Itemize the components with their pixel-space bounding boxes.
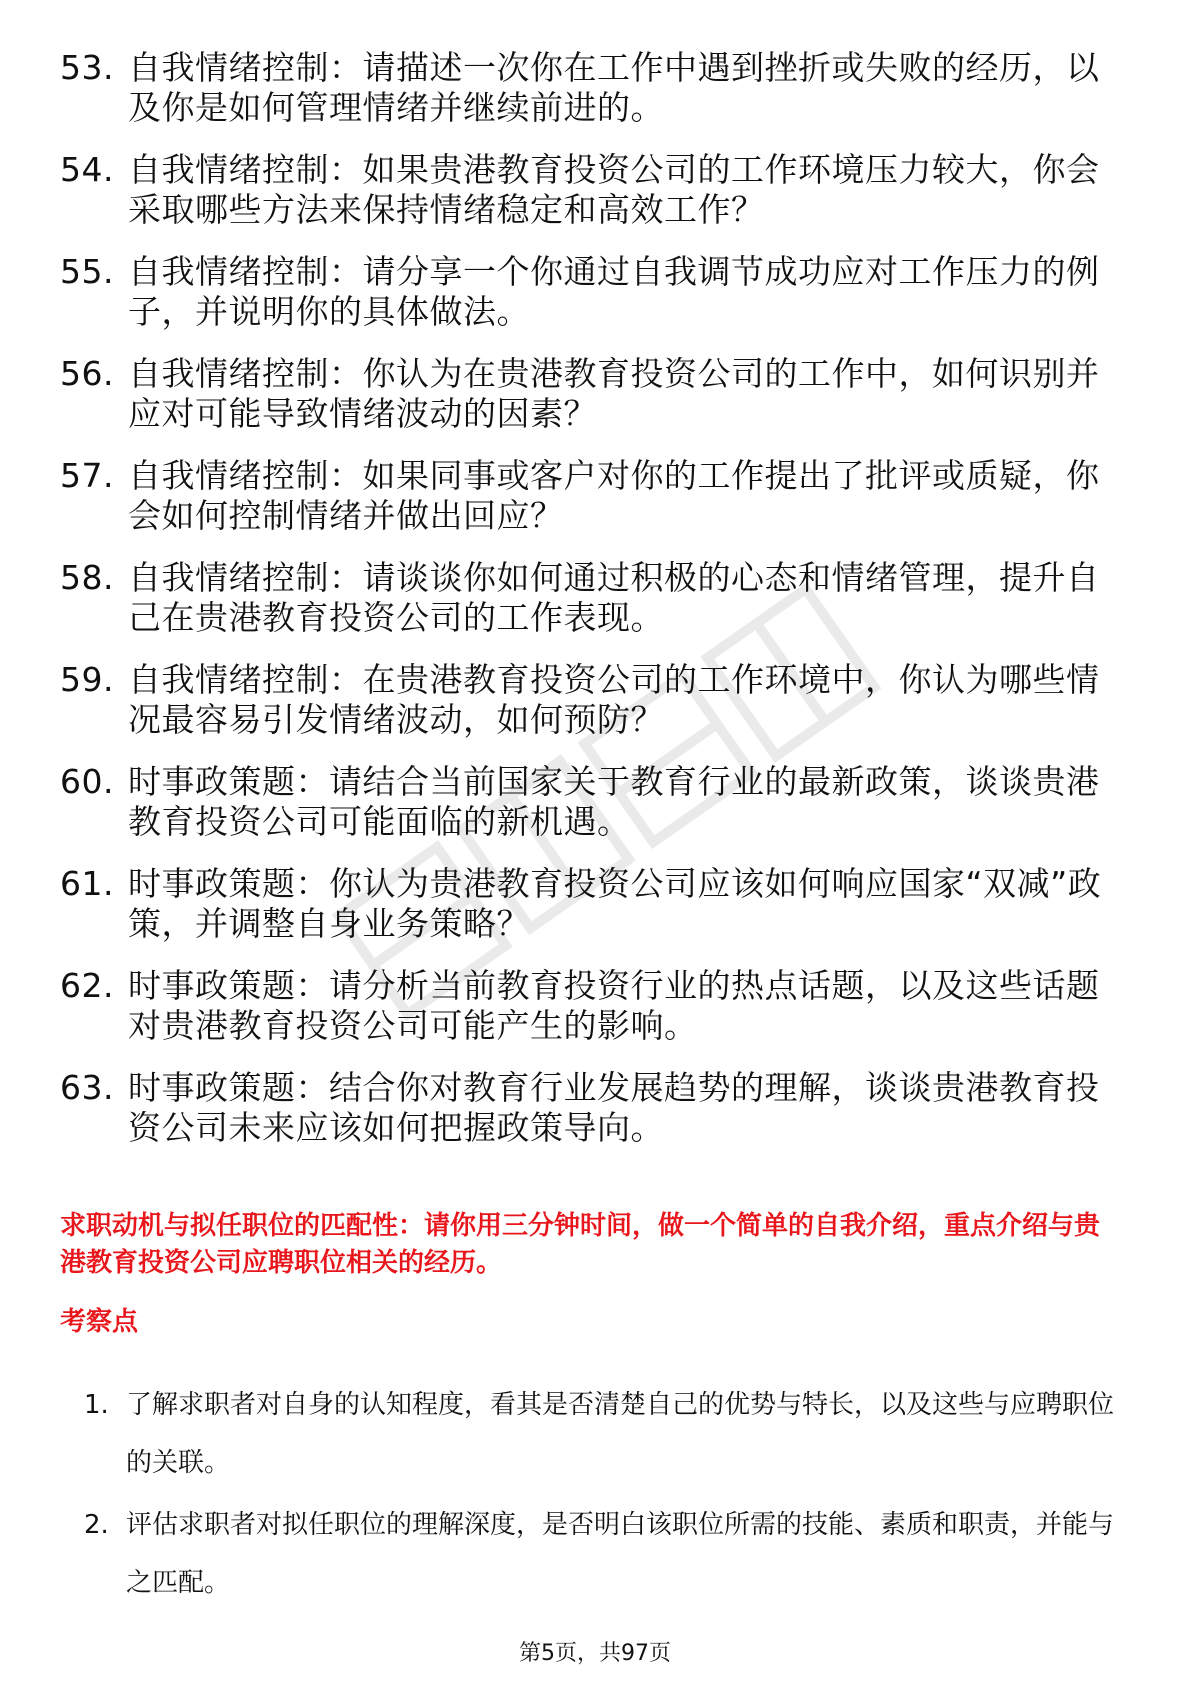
page-footer: 第5页，共97页 [519, 1641, 671, 1666]
question-text: 时事政策题：结合你对教育行业发展趋势的理解，谈谈贵港教育投资公司未来应该如何把握政策导向。 [128, 1068, 1100, 1147]
question-number: 59. [60, 660, 114, 699]
question-number: 57. [60, 456, 114, 495]
question-number: 60. [60, 762, 114, 801]
question-item [60, 252, 1110, 332]
assessment-point [84, 1496, 1114, 1612]
question-item [60, 456, 1110, 536]
question-text: 自我情绪控制：如果贵港教育投资公司的工作环境压力较大，你会采取哪些方法来保持情绪稳定和高效工作？ [128, 150, 1100, 229]
question-text: 自我情绪控制：请谈谈你如何通过积极的心态和情绪管理，提升自己在贵港教育投资公司的工作表现。 [128, 558, 1100, 637]
assessment-points-heading: 考察点 [60, 1307, 139, 1337]
question-item [60, 864, 1110, 944]
question-number: 55. [60, 252, 114, 291]
question-item [60, 48, 1110, 128]
interview-prompt: 求职动机与拟任职位的匹配性：请你用三分钟时间，做一个简单的自我介绍，重点介绍与贵港教育投资公司应聘职位相关的经历。 [60, 1211, 1101, 1278]
question-number: 53. [60, 48, 114, 87]
question-item [60, 762, 1110, 842]
question-text: 时事政策题：请结合当前国家关于教育行业的最新政策，谈谈贵港教育投资公司可能面临的新机遇。 [128, 762, 1100, 841]
question-text: 自我情绪控制：在贵港教育投资公司的工作环境中，你认为哪些情况最容易引发情绪波动，如何预防？ [128, 660, 1100, 739]
question-text: 时事政策题：请分析当前教育投资行业的热点话题，以及这些话题对贵港教育投资公司可能产生的影响。 [128, 966, 1100, 1045]
question-text: 自我情绪控制：请描述一次你在工作中遇到挫折或失败的经历，以及你是如何管理情绪并继续前进的。 [128, 48, 1100, 127]
question-item [60, 150, 1110, 230]
question-number: 58. [60, 558, 114, 597]
question-item [60, 1068, 1110, 1148]
question-number: 61. [60, 864, 114, 903]
point-number: 1. [84, 1390, 109, 1420]
question-item [60, 966, 1110, 1046]
assessment-points-list [84, 1376, 1114, 1616]
question-text: 自我情绪控制：如果同事或客户对你的工作提出了批评或质疑，你会如何控制情绪并做出回应？ [128, 456, 1100, 535]
point-number: 2. [84, 1510, 109, 1540]
question-item [60, 354, 1110, 434]
point-text: 了解求职者对自身的认知程度，看其是否清楚自己的优势与特长，以及这些与应聘职位的关联。 [126, 1390, 1115, 1478]
question-list [60, 48, 1110, 1170]
question-number: 56. [60, 354, 114, 393]
question-item [60, 558, 1110, 638]
assessment-point [84, 1376, 1114, 1492]
question-text: 自我情绪控制：请分享一个你通过自我调节成功应对工作压力的例子，并说明你的具体做法。 [128, 252, 1100, 331]
question-item [60, 660, 1110, 740]
question-number: 63. [60, 1068, 114, 1107]
question-number: 62. [60, 966, 114, 1005]
question-number: 54. [60, 150, 114, 189]
question-text: 时事政策题：你认为贵港教育投资公司应该如何响应国家“双减”政策，并调整自身业务策略？ [128, 864, 1102, 943]
question-text: 自我情绪控制：你认为在贵港教育投资公司的工作中，如何识别并应对可能导致情绪波动的因素？ [128, 354, 1100, 433]
point-text: 评估求职者对拟任职位的理解深度，是否明白该职位所需的技能、素质和职责，并能与之匹配。 [126, 1510, 1115, 1598]
